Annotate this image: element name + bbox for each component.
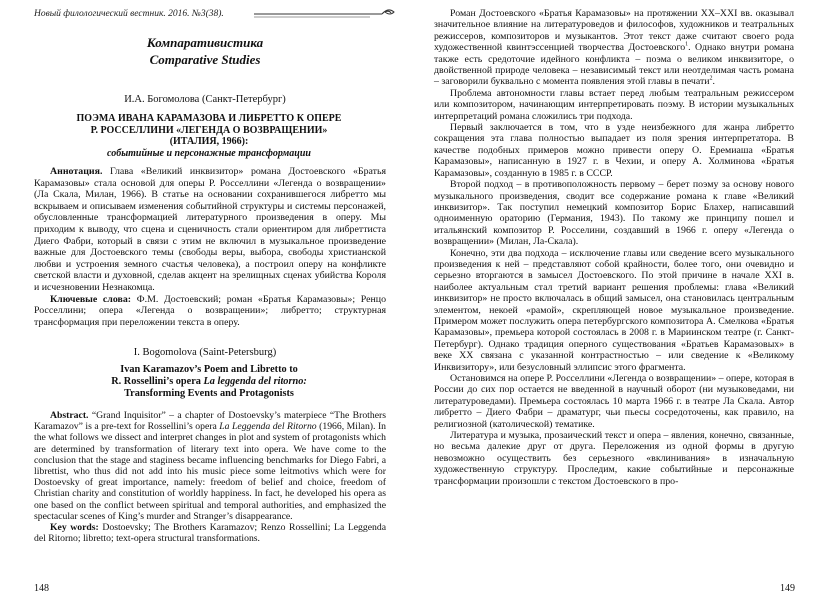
abstract-label-ru: Аннотация. xyxy=(50,166,103,177)
section-title xyxy=(0,34,410,68)
paragraph: Второй подход – в противоположность первому – берет поэму за основу нового музыкального произведения, сводит все содержание романа к главе «Великий инквизитор». Так поступил немецкий композитор Борис Блахер, написавший одноименную ораторию (Германия, 1943). По такому же принципу пошел и итальянский композитор Р. Росселини, создавший в 1966 г. оперу «Легенда о возвращении» (Милан, Ла-Скала). xyxy=(434,179,794,248)
author-en: I. Bogomolova (Saint-Petersburg) xyxy=(133,347,277,358)
paragraph: Конечно, эти два подхода – исключение главы или сведение всего музыкального произведения к ней – представляют собой крайности, более того, они очевидно и серьезно вторгаются в замысел Достоевского. По этой причине в начале XXI в. наиболее актуальным стал третий вариант решения проблемы: глава «Великий инквизитор» не просто включалась в общий замысел, она становилась центральным элементом, некоей «рамой», скрепляющей новое музыкальное произведение. Примером может послужить опера петербургского композитора А. Смелкова «Братья Карамазовы», премьера которой состоялась в 2008 г. в Мариинском театре (г. Санкт-Петербург). Однако традиция оперного существования «Братьев Карамазовых» в веке XX связана с указанной контрастностью – или сведение к «Великому Инквизитору», или безусловный эллипсис этого фрагмента. xyxy=(434,247,794,373)
page-number-right: 149 xyxy=(780,583,795,594)
paragraph: Литература и музыка, прозаический текст и опера – явления, конечно, связанные, но весьма далекие друг от друга. Переложения из одной формы в другую невозможно осуществить без серьезного «вклинивания» в изначальную художественную структуру. Проследим, какие событийные и персонажные трансформации произошли с текстом Достоевского в про- xyxy=(434,430,794,487)
page-number-left: 148 xyxy=(34,583,49,594)
keywords-label-en: Key words: xyxy=(50,522,99,534)
abstract-ru xyxy=(34,166,386,328)
paragraph: Первый заключается в том, что в узде неизбежного для жанра либретто сокращения эта глава полностью выпадает из поля зрения интерпретатора. В качестве подобных примеров можно привести оперу О. Еремиаша «Братья Карамазовы», написанную в 1927 г. в Чехии, и оперу А. Холминова «Братья Карамазовы», созданную в 1985 г. в СССР. xyxy=(434,122,794,179)
abstract-en: Abstract. “Grand Inquisitor” – a chapter of Dostoevsky’s materpiece “The Brothers Karamazov” is a pre-text for Rossellini’s opera La Leggenda del Ritorno (1966, Milan). In the what follows we dissect and interpret changes in plot and system of protagonists which are determined by transformation of literary text into opera. We have come to the conclusion that the stage and staginess became influencing benchmarks for Diego Fabri, a librettist, who thus did not add into his music piece some leitmotivs which were for Dostoevsky of great importance, namely: freedom of belief and choice, freedom of Christian charity and constitution of worldly happiness. In fact, he developed his opera as one based on the conflict between spiritual and temporal authorities, and emphasized the spectacular scenes of King’s murder and Stranger’s disappearance. Key words: Dostoevsky; The Brothers Karamazov; Renzo Rossellini; La Leggenda del Ritorno; libretto; text-opera structural transformations. xyxy=(34,410,387,545)
right-page xyxy=(410,0,820,609)
paragraph: Проблема автономности главы встает перед любым театральным режиссером или композитором, начинающим интерпретировать поэму. В истории музыкальных интерпретаций романа сложились три подхода. xyxy=(434,87,794,122)
title-ru-line: (ИТАЛИЯ, 1966): xyxy=(169,136,249,147)
paragraph: Роман Достоевского «Братья Карамазовы» на протяжении XX–XXI вв. оказывал значительное влияние на литературоведов и философов, художников и театральных режиссеров, композиторов и музыкантов. Этот текст даже считают своего рода художественной квинтэссенцией творчества Достоевского$^1$. Однако внутри романа также есть средоточие идейного конфликта – поэма о великом инквизиторе, о двойственной природе человека – независимый текст или неотделимая часть романа – заговорили буквально с момента появления этой главы в печати$^2$. xyxy=(434,8,795,88)
abstract-label-en: Abstract. xyxy=(50,410,89,421)
keywords-label-ru: Ключевые слова: xyxy=(50,293,132,305)
title-ru-line: ПОЭМА ИВАНА КАРАМАЗОВА И ЛИБРЕТТО К ОПЕРЕ xyxy=(76,113,342,124)
opera-title-italic: La leggenda del ritorno: xyxy=(203,376,307,387)
article-title-en xyxy=(34,364,384,400)
running-head: Новый филологический вестник. 2016. №3(38). xyxy=(34,9,224,19)
section-title-ru: Компаративистика xyxy=(146,35,264,50)
footnote-ref[interactable]: 1 xyxy=(685,41,689,48)
footnote-ref[interactable]: 2 xyxy=(709,76,713,83)
keywords-text-ru: Ф.М. Достоевский; роман «Братья Карамазовы»; Ренцо Росселлини; опера «Легенда о возвращении»; либретто; структурная трансформация при переложении текста в оперу. xyxy=(34,293,387,328)
section-title-en: Comparative Studies xyxy=(149,52,261,67)
title-en-line: Transforming Events and Protagonists xyxy=(124,388,294,399)
author-ru: И.А. Богомолова (Санкт-Петербург) xyxy=(124,94,286,105)
abstract-text-ru: Глава «Великий инквизитор» романа Достоевского «Братья Карамазовы» стала основой для оперы Р. Росселлини «Легенда о возвращении» (Ла Скала, Милан, 1966). В статье на основании сохранившегося либретто мы вскрываем и описываем изменения событийной структуры и системы персонажей, обусловленные трансформацией литературного произведения в оперу. Мы приходим к выводу, что сцена и сценичность стали ориентиром для либреттиста Диего Фабри, который в связи с этим не включил в музыкальное произведение важные для Достоевского темы (свободы веры, выбора, свободы христианской любви и устроения земного счастья человека), а построил оперу на конфликте светской власти и духовной, сделав акцент на зрелищных сценах убийства Короля и исчезновении Незнакомца. xyxy=(34,166,386,293)
article-title-ru xyxy=(34,113,384,159)
title-ru-line: Р. РОССЕЛЛИНИ «ЛЕГЕНДА О ВОЗВРАЩЕНИИ» xyxy=(90,124,328,136)
article-subtitle-ru: событийные и персонажные трансформации xyxy=(107,147,311,159)
keywords-text-en: Dostoevsky; The Brothers Karamazov; Renzo Rossellini; La Leggenda del Ritorno; libretto; text-opera structural transformations. xyxy=(34,522,387,545)
ornament-rule xyxy=(250,6,398,22)
title-en-line: Ivan Karamazov’s Poem and Libretto to xyxy=(120,364,298,375)
title-en-line: R. Rossellini’s opera La leggenda del ritorno: xyxy=(111,376,307,387)
body-text xyxy=(434,8,794,487)
paragraph: Остановимся на опере Р. Росселлини «Легенда о возвращении» – опере, которая в России до сих пор остается не введенной в научный оборот (ни музыковедами, ни литературоведами). Премьера состоялась 10 марта 1966 г. в театре Ла Скала. Автор либретто – Диего Фабри – драматург, чьи пьесы сосредоточены, как правило, на религиозной (католической) тематике. xyxy=(434,373,794,430)
